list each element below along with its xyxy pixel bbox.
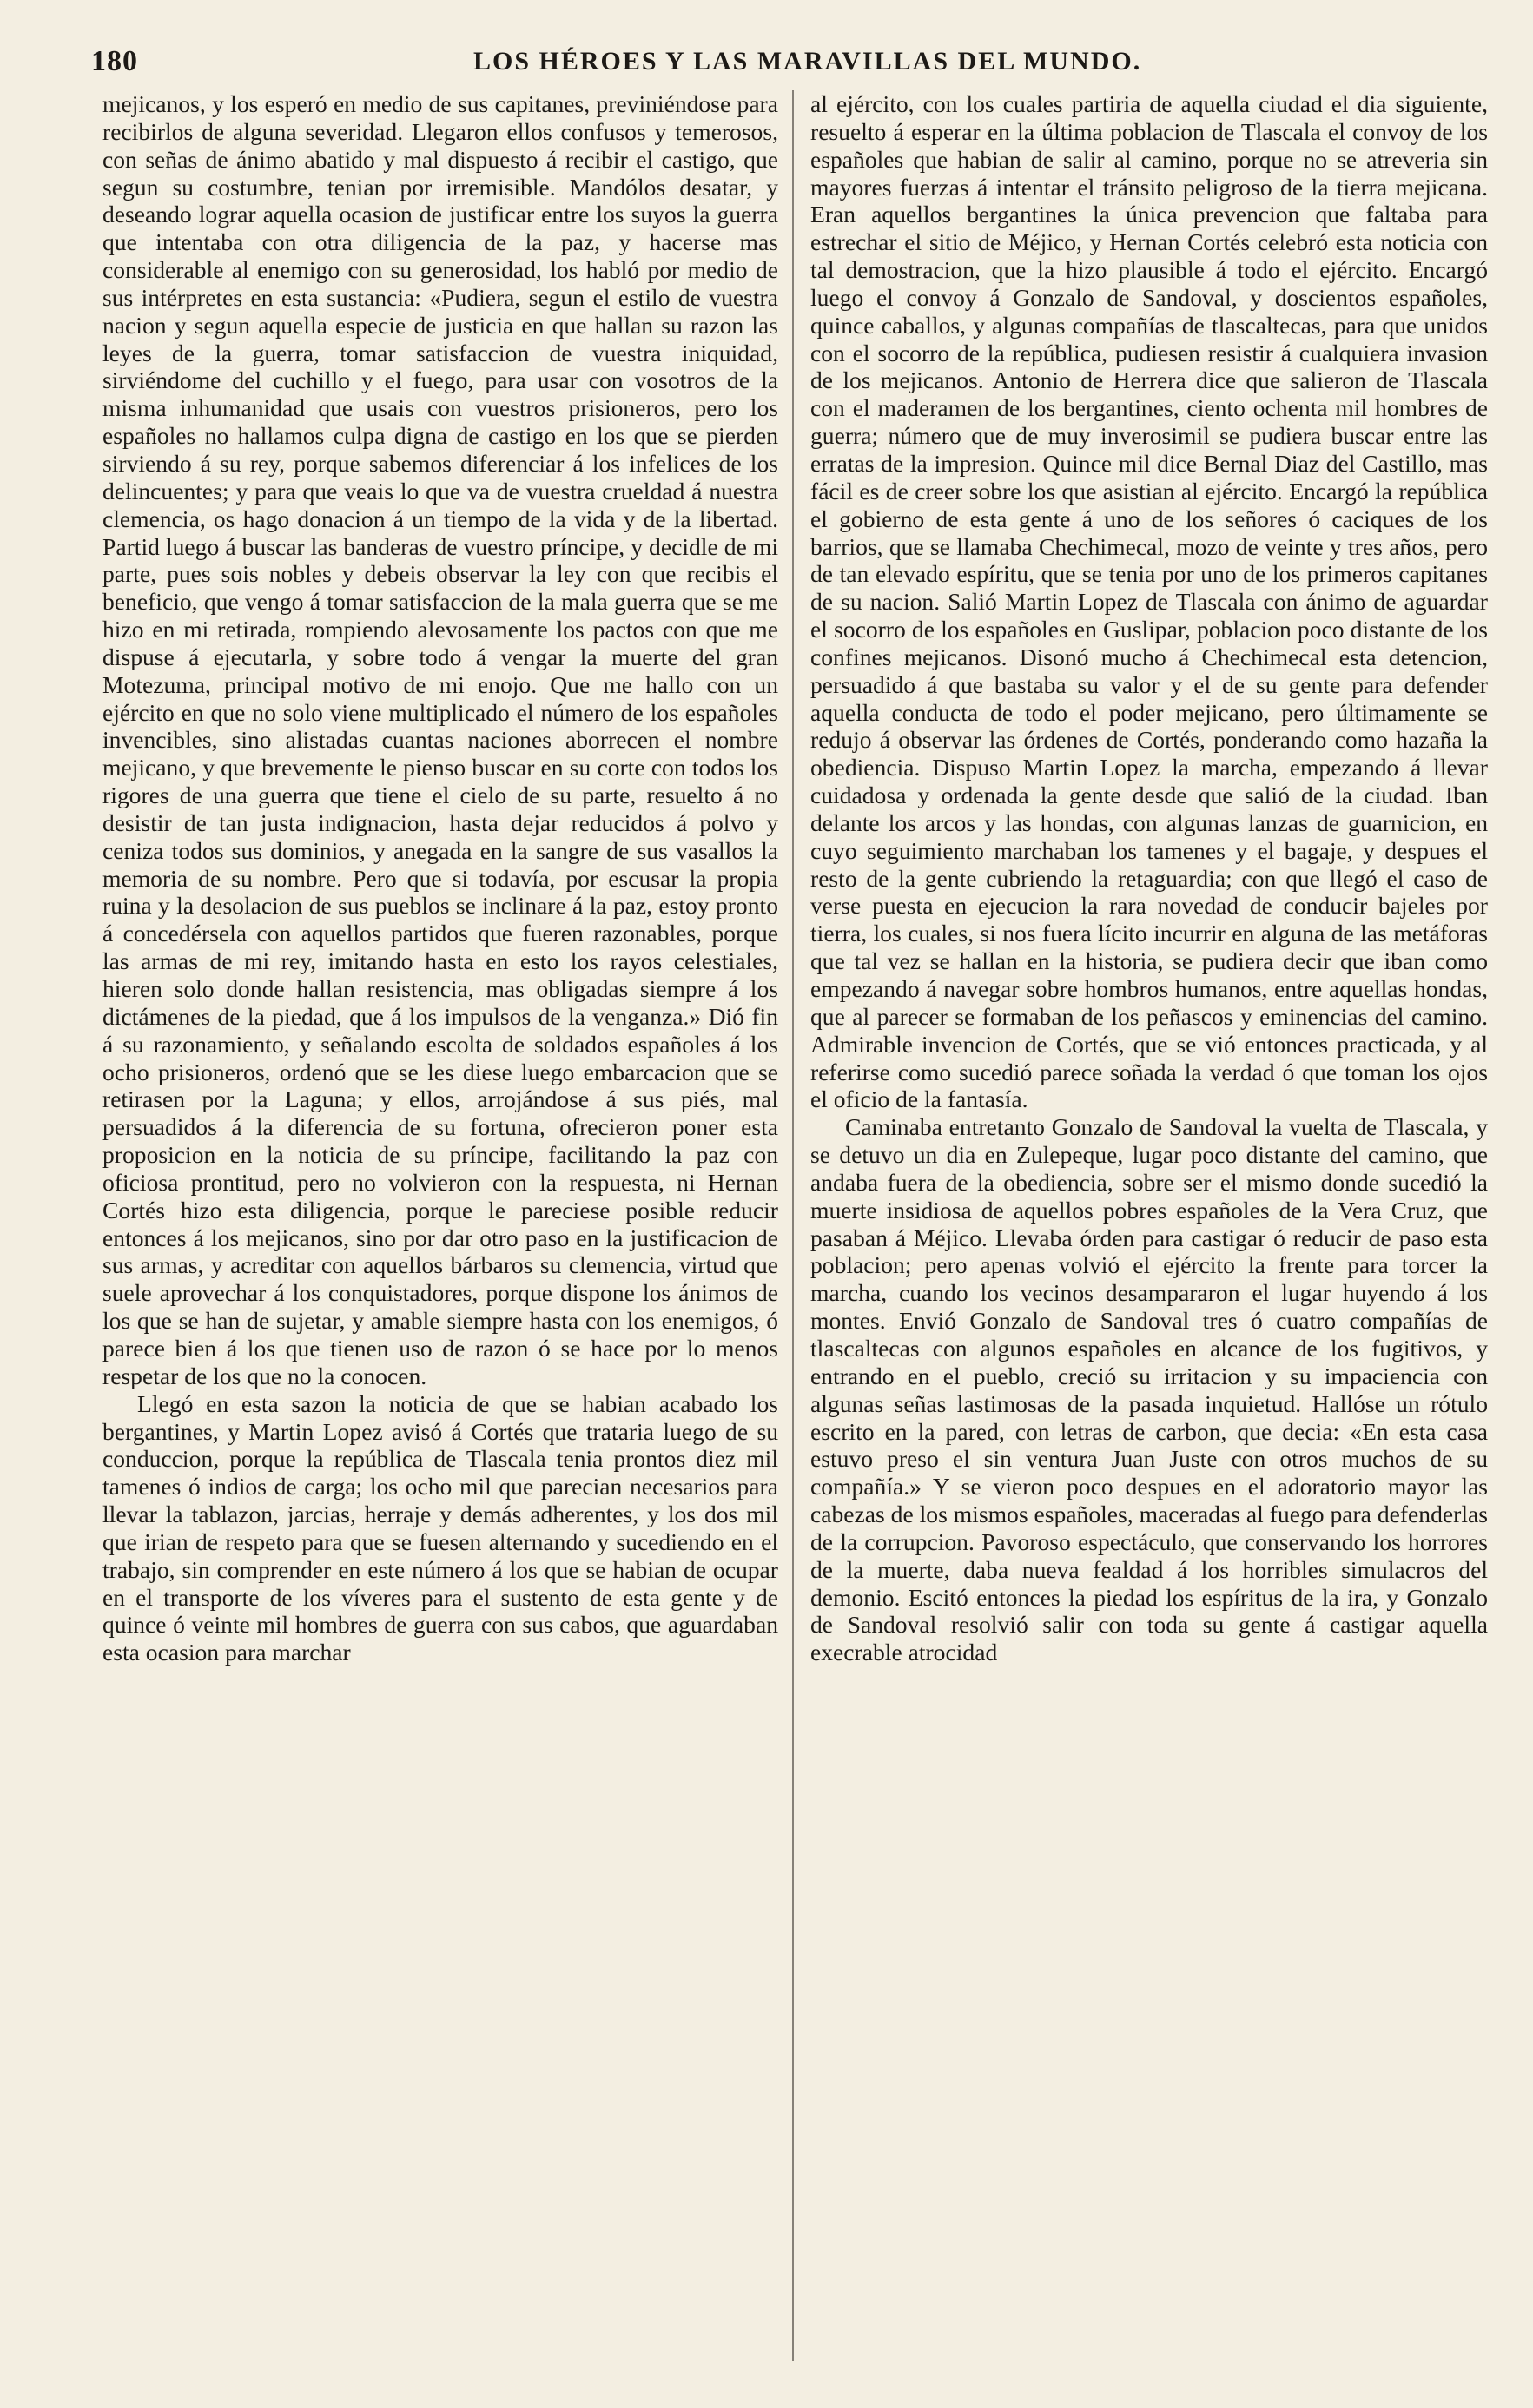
running-title: LOS HÉROES Y LAS MARAVILLAS DEL MUNDO. — [473, 47, 1142, 76]
page-number: 180 — [91, 45, 138, 77]
left-column — [102, 90, 778, 1666]
right-paragraph-2: Caminaba entretanto Gonzalo de Sandoval la vuelta de Tlascala, y se detuvo un dia en Zulepeque, lugar poco distante del camino, que andaba fuera de la obediencia, sobre ser el mismo donde sucedió la muerte insidiosa de aquellos pobres españoles de la Vera Cruz, que pasaban á Méjico. Llevaba órden para castigar ó reducir de paso esta poblacion; pero apenas volvió el ejército la frente para torcer la marcha, cuando los vecinos desampararon el lugar huyendo á los montes. Envió Gonzalo de Sandoval tres ó cuatro compañías de tlascaltecas con algunos españoles en alcance de los fugitivos, y entrando en el pueblo, creció su irritacion y su impaciencia con algunas señas lastimosas de la pasada inquietud. Hallóse un rótulo escrito en la pared, con letras de carbon, que decia: «En esta casa estuvo preso el sin ventura Juan Juste con otros muchos de su compañía.» Y se vieron poco despues en el adoratorio mayor las cabezas de los mismos españoles, maceradas al fuego para defenderlas de la corrupcion. Pavoroso espectáculo, que conservando los horrores de la muerte, daba nueva fealdad á los horribles simulacros del demonio. Escitó entonces la piedad los espíritus de la ira, y Gonzalo de Sandoval resolvió salir con toda su gente á castigar aquella execrable atrocidad — [810, 1113, 1488, 1666]
right-column — [810, 90, 1488, 1666]
left-paragraph-2: Llegó en esta sazon la noticia de que se habian acabado los bergantines, y Martin Lopez avisó á Cortés que trataria luego de su conduccion, porque la república de Tlascala tenia prontos diez mil tamenes ó indios de carga; los ocho mil que parecian necesarios para llevar la tablazon, jarcias, herraje y demás adherentes, y los dos mil que irian de respeto para que se fuesen alternando y sucediendo en el trabajo, sin comprender en este número á los que se habian de ocupar en el transporte de los víveres para el sustento de esta gente y de quince ó veinte mil hombres de guerra con sus cabos, que aguardaban esta ocasion para marchar — [102, 1389, 778, 1666]
column-divider — [792, 90, 794, 2361]
right-paragraph-1: al ejército, con los cuales partiria de aquella ciudad el dia siguiente, resuelto á esperar en la última poblacion de Tlascala el convoy de los españoles que habian de salir al camino, porque no se atreveria sin mayores fuerzas á intentar el tránsito peligroso de la tierra mejicana. Eran aquellos bergantines la única prevencion que faltaba para estrechar el sitio de Méjico, y Hernan Cortés celebró esta noticia con tal demostracion, que la hizo plausible á todo el ejército. Encargó luego el convoy á Gonzalo de Sandoval, y doscientos españoles, quince caballos, y algunas compañías de tlascaltecas, para que unidos con el socorro de la república, pudiesen resistir á cualquiera invasion de los mejicanos. Antonio de Herrera dice que salieron de Tlascala con el maderamen de los bergantines, ciento ochenta mil hombres de guerra; número que de muy inverosimil se pudiera buscar entre las erratas de la impresion. Quince mil dice Bernal Diaz del Castillo, mas fácil es de creer sobre los que asistian al ejército. Encargó la república el gobierno de esta gente á uno de los señores ó caciques de los barrios, que se llamaba Chechimecal, mozo de veinte y tres años, pero de tan elevado espíritu, que se tenia por uno de los primeros capitanes de su nacion. Salió Martin Lopez de Tlascala con ánimo de aguardar el socorro de los españoles en Guslipar, poblacion poco distante de los confines mejicanos. Disonó mucho á Chechimecal esta detencion, persuadido á que bastaba su valor y el de su gente para defender aquella conducta de todo el poder mejicano, pero últimamente se redujo á observar las órdenes de Cortés, ponderando como hazaña la obediencia. Dispuso Martin Lopez la marcha, empezando á llevar cuidadosa y ordenada la gente desde que salió de la ciudad. Iban delante los arcos y las hondas, con algunas lanzas de guarnicion, en cuyo seguimiento marchaban los tamenes y el bagaje, y despues el resto de la gente cubriendo la retaguardia; con que llegó el caso de verse puesta en ejecucion la rara novedad de conducir bajeles por tierra, los cuales, si nos fuera lícito incurrir en alguna de las metáforas que tal vez se hallan en la historia, se pudiera decir que iban como empezando á navegar sobre hombros humanos, entre aquellas hondas, que al parecer se formaban de los peñascos y eminencias del camino. Admirable invencion de Cortés, que se vió entonces practicada, y al referirse como sucedió parece soñada la verdad ó que toman los ojos el oficio de la fantasía. — [810, 90, 1488, 1113]
left-paragraph-1: mejicanos, y los esperó en medio de sus capitanes, previniéndose para recibirlos de alguna severidad. Llegaron ellos confusos y temerosos, con señas de ánimo abatido y mal dispuesto á recibir el castigo, que segun su costumbre, tenian por irremisible. Mandólos desatar, y deseando lograr aquella ocasion de justificar entre los suyos la guerra que intentaba con otra diligencia de la paz, y hacerse mas considerable al enemigo con su generosidad, los habló por medio de sus intérpretes en esta sustancia: «Pudiera, segun el estilo de vuestra nacion y segun aquella especie de justicia en que hallan su razon las leyes de la guerra, tomar satisfaccion de vuestra iniquidad, sirviéndome del cuchillo y el fuego, para usar con vosotros de la misma inhumanidad que usais con vuestros prisioneros, pero los españoles no hallamos culpa digna de castigo en los que se pierden sirviendo á su rey, porque sabemos diferenciar á los infelices de los delincuentes; y para que veais lo que va de vuestra crueldad á nuestra clemencia, os hago donacion á un tiempo de la vida y de la libertad. Partid luego á buscar las banderas de vuestro príncipe, y decidle de mi parte, pues sois nobles y debeis observar la ley con que recibis el beneficio, que vengo á tomar satisfaccion de la mala guerra que se me hizo en mi retirada, rompiendo alevosamente los pactos con que me dispuse á ejecutarla, y sobre todo á vengar la muerte del gran Motezuma, principal motivo de mi enojo. Que me hallo con un ejército en que no solo viene multiplicado el número de los españoles invencibles, sino alistadas cuantas naciones aborrecen el nombre mejicano, y que brevemente le pienso buscar en su corte con todos los rigores de una guerra que tiene el cielo de su parte, resuelto á no desistir de tan justa indignacion, hasta dejar reducidos á polvo y ceniza todos sus dominios, y anegada en la sangre de sus vasallos la memoria de su nombre. Pero que si todavía, por escusar la propia ruina y la desolacion de sus pueblos se inclinare á la paz, estoy pronto á concedérsela con aquellos partidos que fueren razonables, porque las armas de mi rey, imitando hasta en esto los rayos celestiales, hieren solo donde hallan resistencia, mas obligadas siempre á los dictámenes de la piedad, que á los impulsos de la venganza.» Dió fin á su razonamiento, y señalando escolta de soldados españoles á los ocho prisioneros, ordenó que se les diese luego embarcacion que se retirasen por la Laguna; y ellos, arrojándose á sus piés, mal persuadidos á la diferencia de su fortuna, ofrecieron poner esta proposicion en la noticia de su príncipe, facilitando la paz con oficiosa prontitud, pero no volvieron con la respuesta, ni Hernan Cortés hizo esta diligencia, porque le pareciese posible reducir entonces á los mejicanos, sino por dar otro paso en la justificacion de sus armas, y acreditar con aquellos bárbaros su clemencia, virtud que suele aprovechar á los conquistadores, porque dispone los ánimos de los que se han de sujetar, y amable siempre hasta con los enemigos, ó parece bien á los que tienen uso de razon ó se hace por lo menos respetar de los que no la conocen. — [102, 90, 778, 1389]
running-head — [91, 45, 1485, 83]
